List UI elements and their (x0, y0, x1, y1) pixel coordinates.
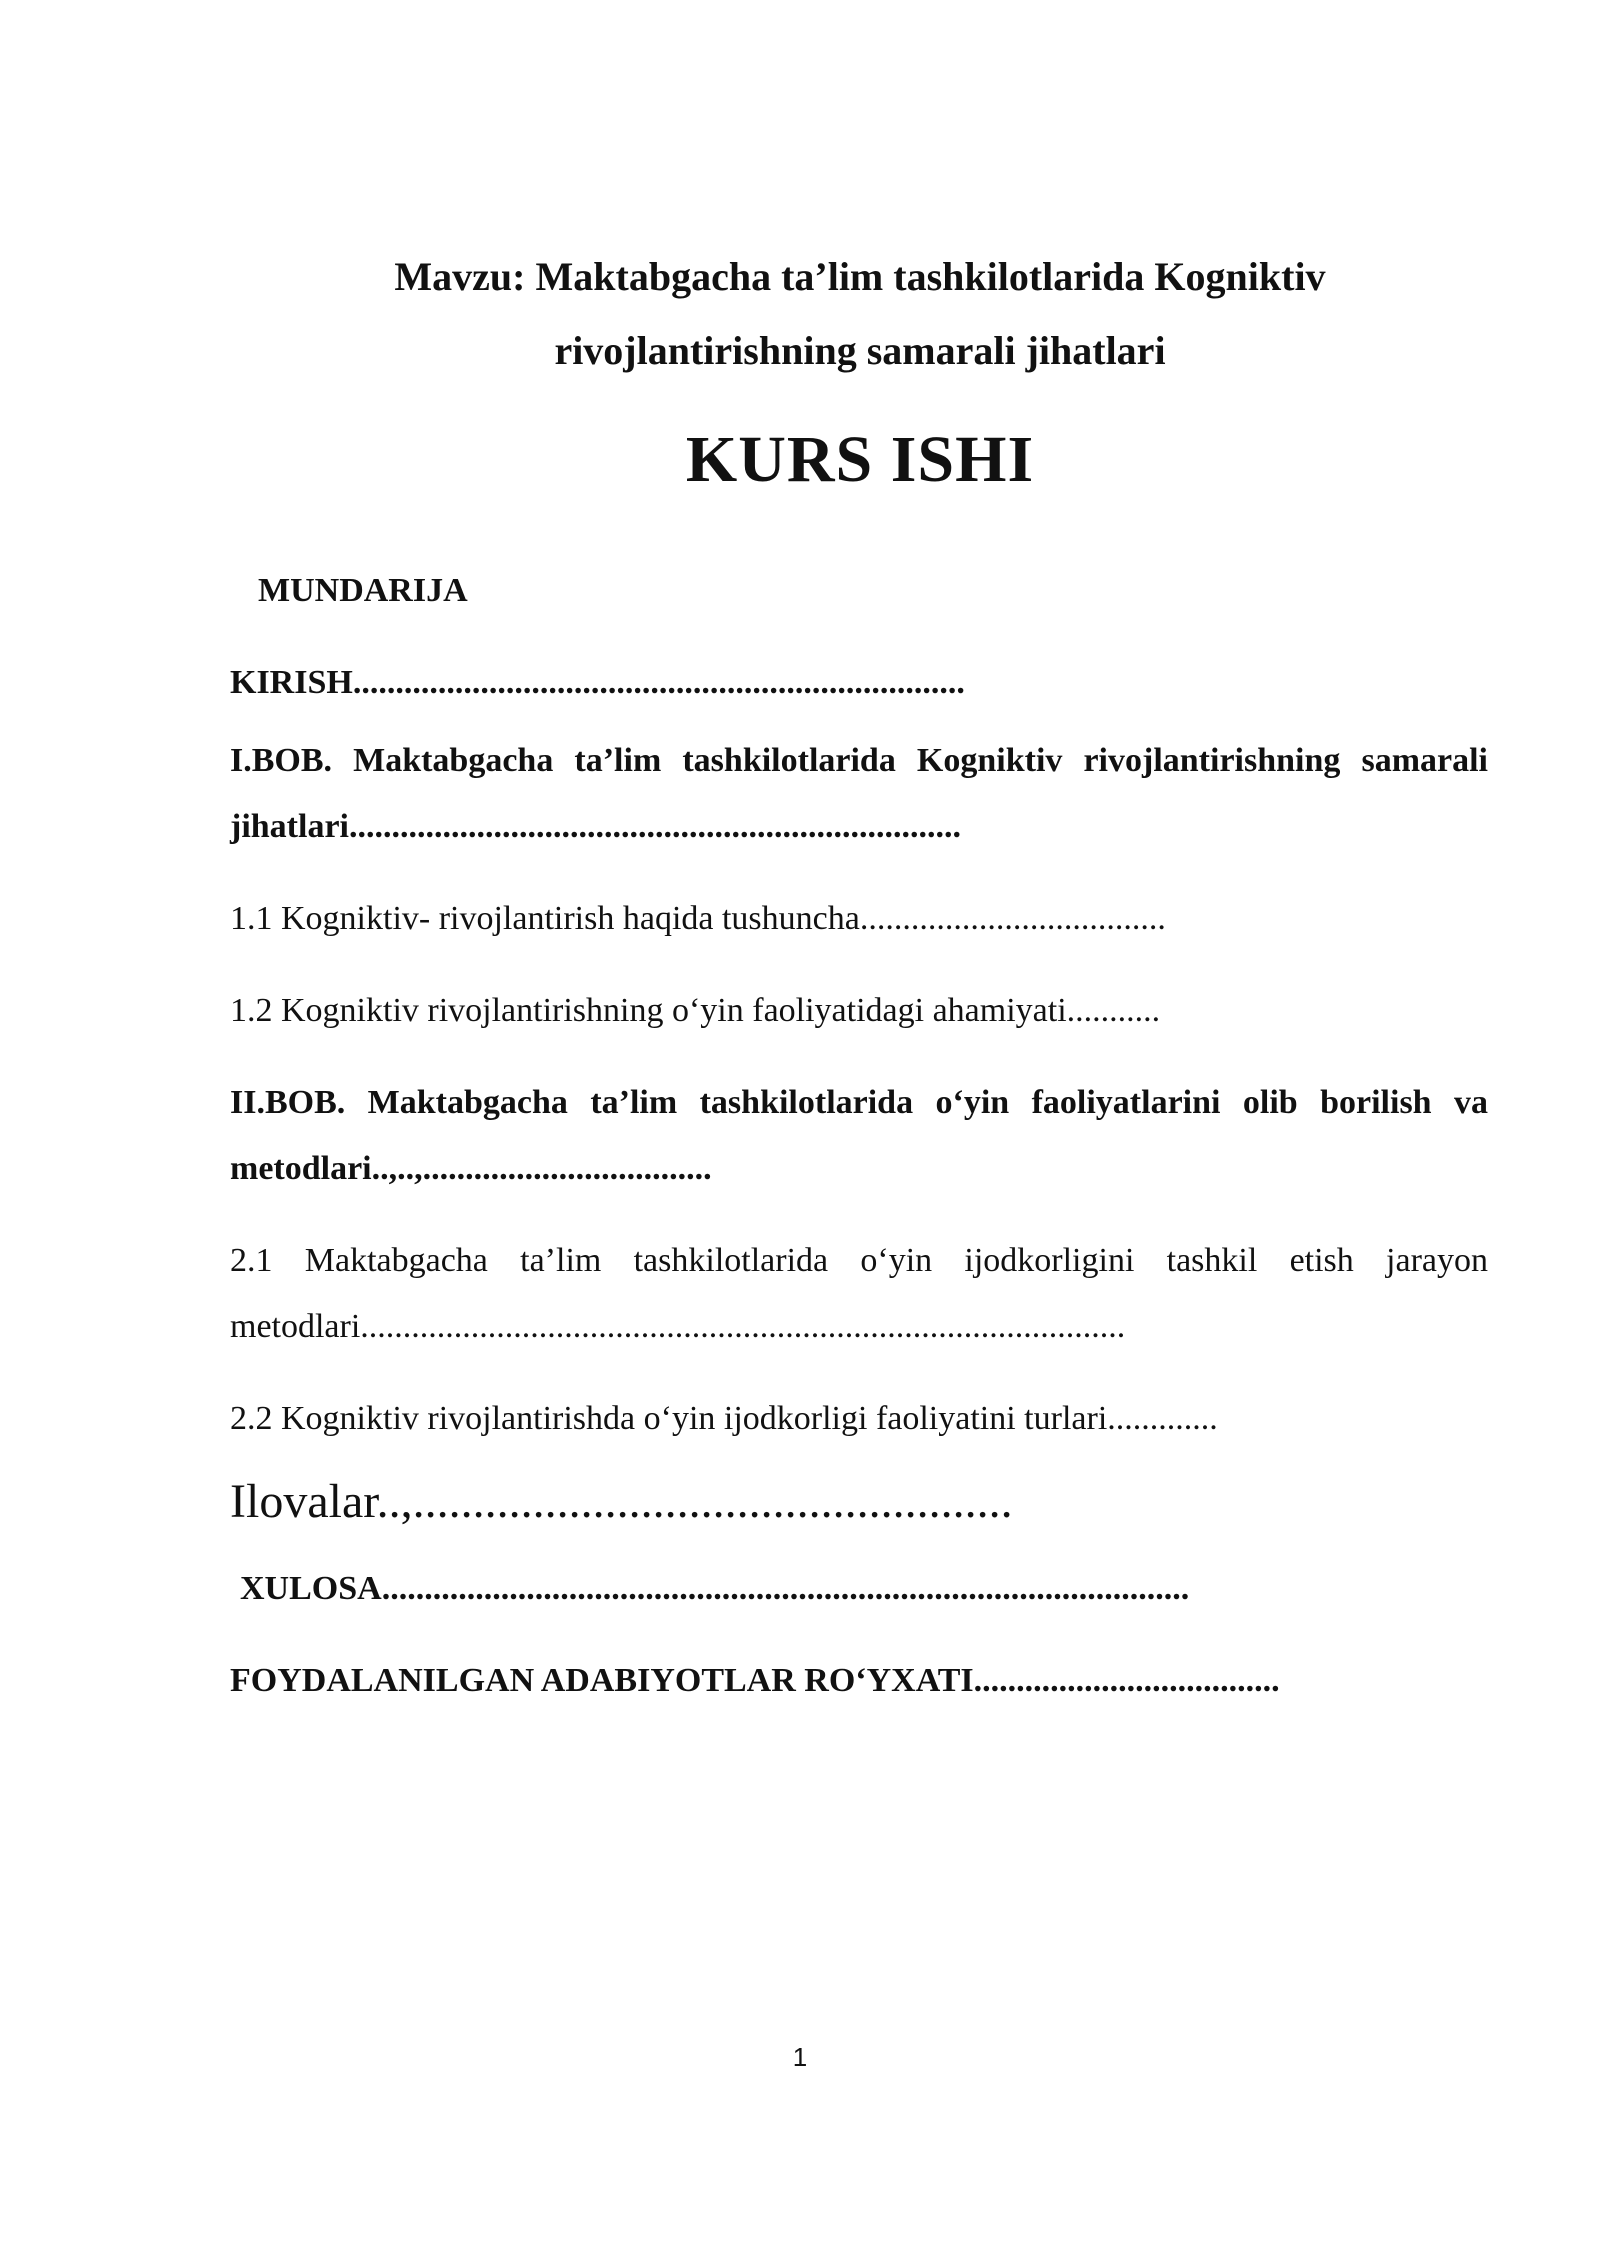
toc-entry-chapter-2: II.BOB. Maktabgacha ta’lim tashkilotlarida o‘yin faoliyatlarini olib borilish va metodlari..,..,.................................. (230, 1084, 1488, 1187)
page-number: 1 (792, 2042, 808, 2072)
toc-entry-chapter-1: I.BOB. Maktabgacha ta’lim tashkilotlarida Kogniktiv rivojlantirishning samarali jihatlari........................................................................ (230, 742, 1488, 845)
topic-line-1: Mavzu: Maktabgacha ta’lim tashkilotlarida Kogniktiv (394, 254, 1326, 299)
toc-entry-xulosa: XULOSA............................................................................................... (240, 1570, 1190, 1607)
toc-entry-references: FOYDALANILGAN ADABIYOTLAR RO‘YXATI.................................... (230, 1662, 1280, 1699)
toc-entry-section-1-2: 1.2 Kogniktiv rivojlantirishning o‘yin faoliyatidagi ahamiyati........... (230, 992, 1161, 1029)
topic-line-2: rivojlantirishning samarali jihatlari (554, 328, 1166, 373)
toc-heading: MUNDARIJA (258, 572, 468, 609)
toc-entry-section-1-1: 1.1 Kogniktiv- rivojlantirish haqida tushuncha.................................... (230, 900, 1166, 937)
toc-entry-kirish: KIRISH........................................................................ (230, 664, 965, 701)
toc-entry-ilovalar: Ilovalar..,.................................................. (230, 1475, 1013, 1528)
toc-entry-section-2-1: 2.1 Maktabgacha ta’lim tashkilotlarida o‘yin ijodkorligini tashkil etish jarayon metodlari.......................................................................................... (230, 1242, 1488, 1345)
topic-heading (230, 240, 1490, 388)
document-title: KURS ISHI (685, 423, 1035, 496)
toc-entry-section-2-2: 2.2 Kogniktiv rivojlantirishda o‘yin ijodkorligi faoliyatini turlari............. (230, 1400, 1218, 1437)
